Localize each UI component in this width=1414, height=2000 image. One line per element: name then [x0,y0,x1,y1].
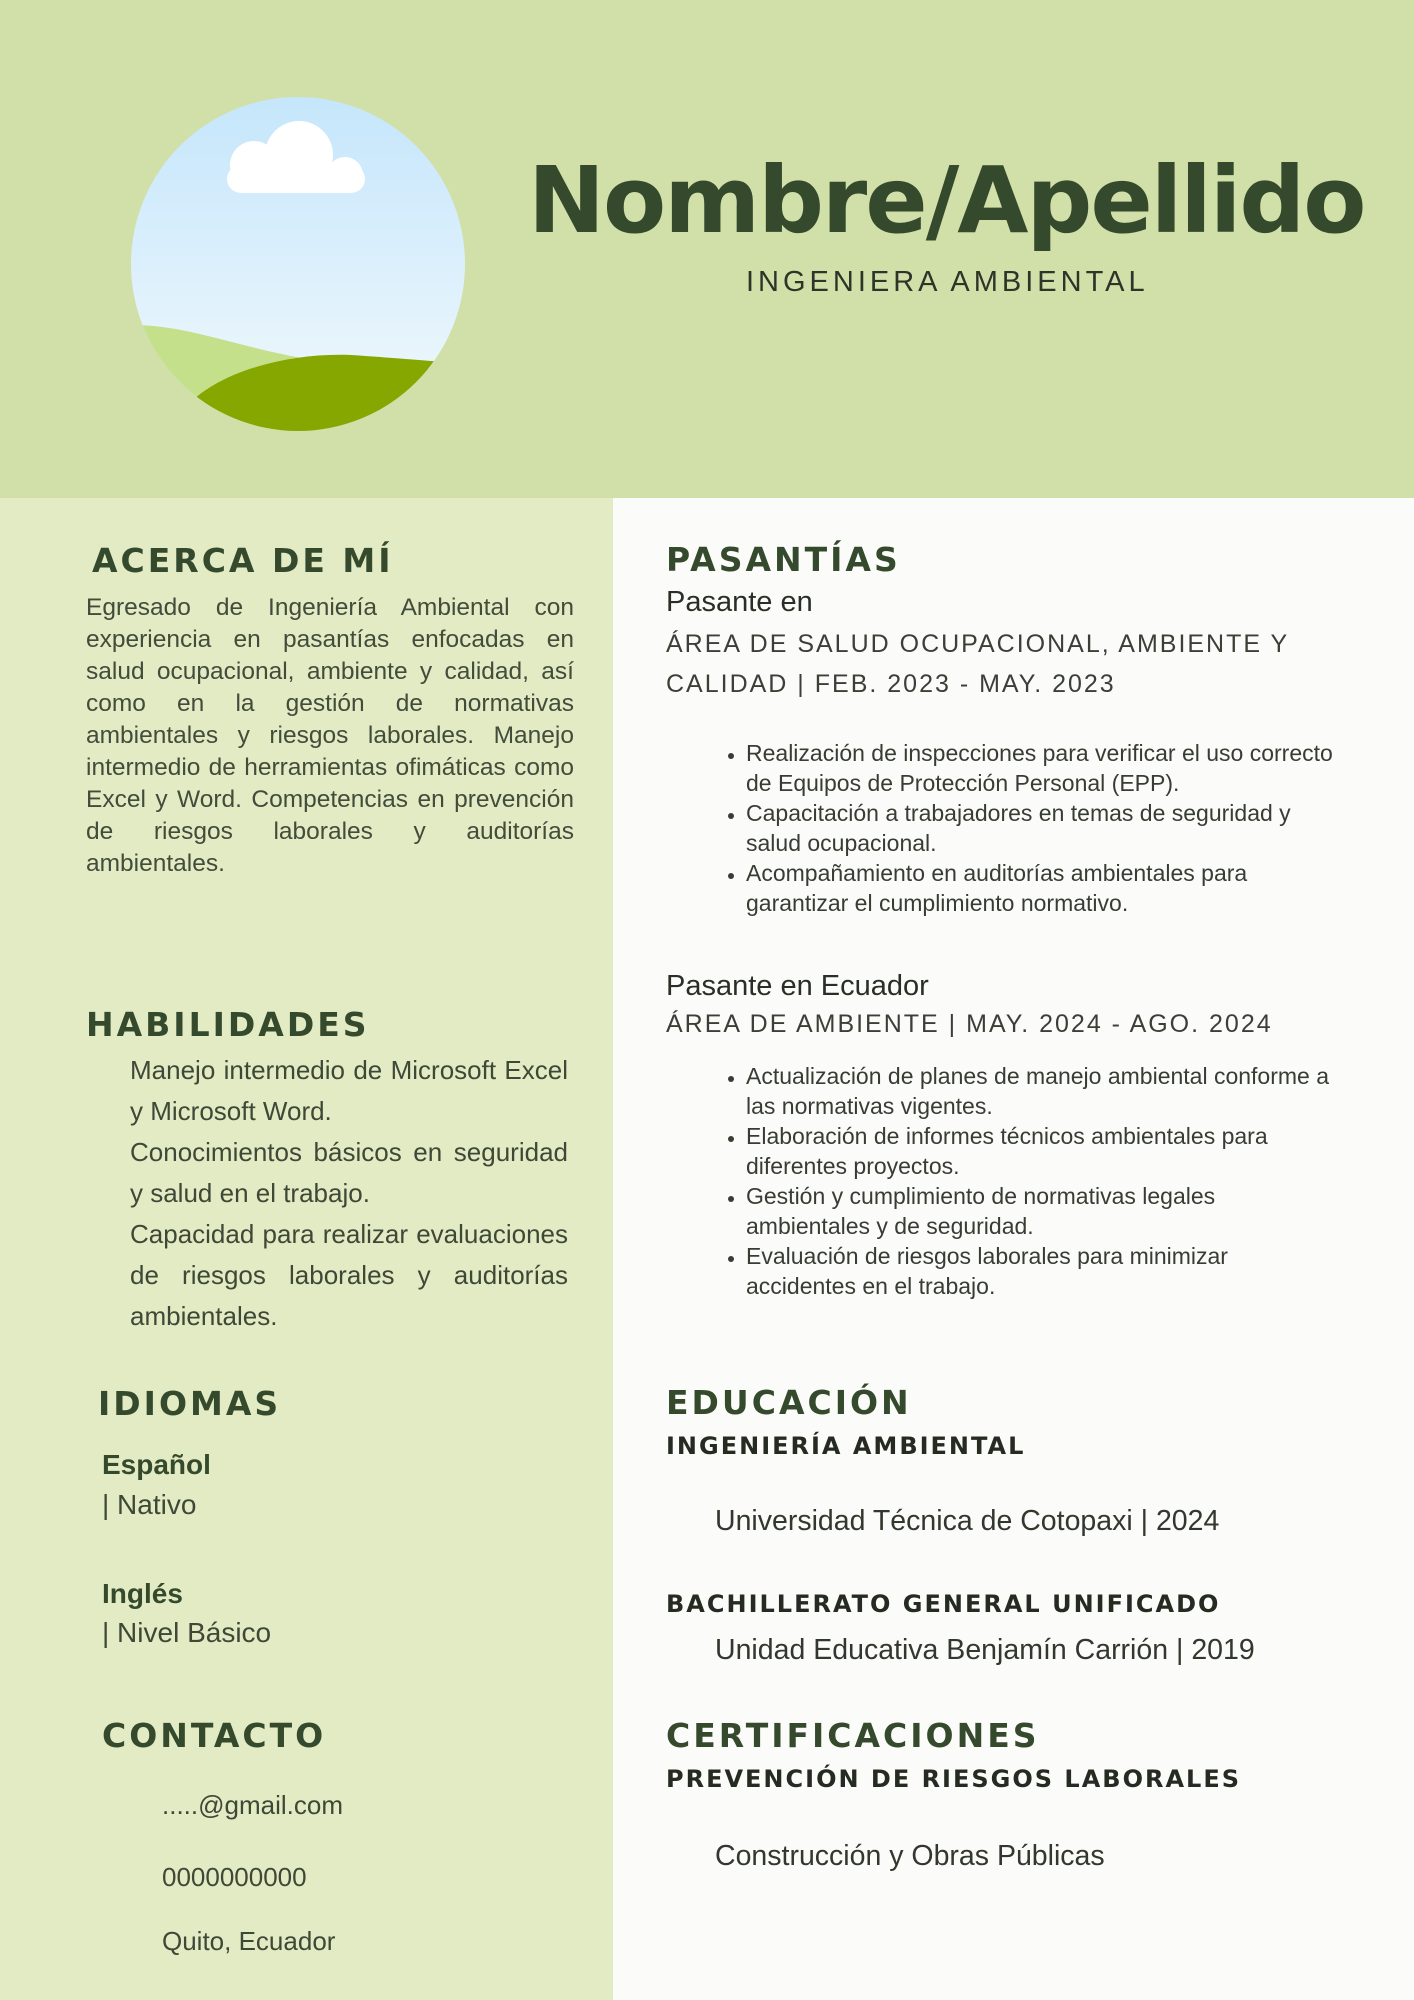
list-item: • Gestión y cumplimiento de normativas legales ambientales y de seguridad. [746,1181,1336,1241]
language-name: Inglés [102,1578,183,1609]
skills-list [130,1050,568,1337]
internship-bullets [746,738,1336,918]
certification-detail: Construcción y Obras Públicas [715,1840,1105,1872]
list-item: • Acompañamiento en auditorías ambientales para garantizar el cumplimiento normativo. [746,858,1336,918]
list-item: • Elaboración de informes técnicos ambientales para diferentes proyectos. [746,1121,1336,1181]
list-item: Manejo intermedio de Microsoft Excel y Microsoft Word. [130,1055,568,1126]
certification-title: PREVENCIÓN DE RIESGOS LABORALES [666,1765,1241,1793]
internship-meta: ÁREA DE SALUD OCUPACIONAL, AMBIENTE Y CALIDAD | FEB. 2023 - MAY. 2023 [666,630,1289,698]
list-item: Capacidad para realizar evaluaciones de riesgos laborales y auditorías ambientales. [130,1219,568,1331]
education-detail: Unidad Educativa Benjamín Carrión | 2019 [715,1634,1255,1666]
certifications-heading: CERTIFICACIONES [666,1716,1040,1755]
contact-email[interactable]: .....@gmail.com [162,1790,343,1820]
list-item: • Actualización de planes de manejo ambiental conforme a las normativas vigentes. [746,1061,1336,1121]
education-detail: Universidad Técnica de Cotopaxi | 2024 [715,1505,1220,1537]
about-text: Egresado de Ingeniería Ambiental con experiencia en pasantías enfocadas en salud ocupacional, ambiente y calidad, así como en la gestión de normativas ambientales y riesgos laborales. Manejo intermedio de herramientas ofimáticas como Excel y Word. Competencias en prevención de riesgos laborales y auditorías ambientales. [86,594,574,877]
language-name: Español [102,1449,211,1480]
languages-heading: IDIOMAS [98,1384,282,1423]
internship-bullets [746,1061,1336,1301]
about-heading: ACERCA DE MÍ [92,541,394,580]
page-title: Nombre/Apellido [528,147,1365,254]
internship-meta: ÁREA DE AMBIENTE | MAY. 2024 - AGO. 2024 [666,1010,1273,1038]
education-title: BACHILLERATO GENERAL UNIFICADO [666,1590,1221,1618]
education-title: INGENIERÍA AMBIENTAL [666,1432,1026,1460]
list-item: Conocimientos básicos en seguridad y salud en el trabajo. [130,1137,568,1208]
list-item: • Evaluación de riesgos laborales para minimizar accidentes en el trabajo. [746,1241,1336,1301]
landscape-illustration-icon [131,97,465,431]
internship-title: Pasante en Ecuador [666,970,929,1002]
list-item: • Realización de inspecciones para verificar el uso correcto de Equipos de Protección Personal (EPP). [746,738,1336,798]
language-level: | Nivel Básico [102,1617,272,1648]
contact-phone[interactable]: 0000000000 [162,1862,307,1892]
job-subtitle: INGENIERA AMBIENTAL [746,266,1149,298]
profile-photo [131,97,465,431]
list-item: • Capacitación a trabajadores en temas de seguridad y salud ocupacional. [746,798,1336,858]
internships-heading: PASANTÍAS [666,540,901,579]
education-heading: EDUCACIÓN [666,1383,912,1422]
internship-title: Pasante en [666,586,813,618]
skills-heading: HABILIDADES [86,1005,370,1044]
contact-heading: CONTACTO [102,1716,327,1755]
contact-location: Quito, Ecuador [162,1926,336,1956]
language-level: | Nativo [102,1489,197,1520]
